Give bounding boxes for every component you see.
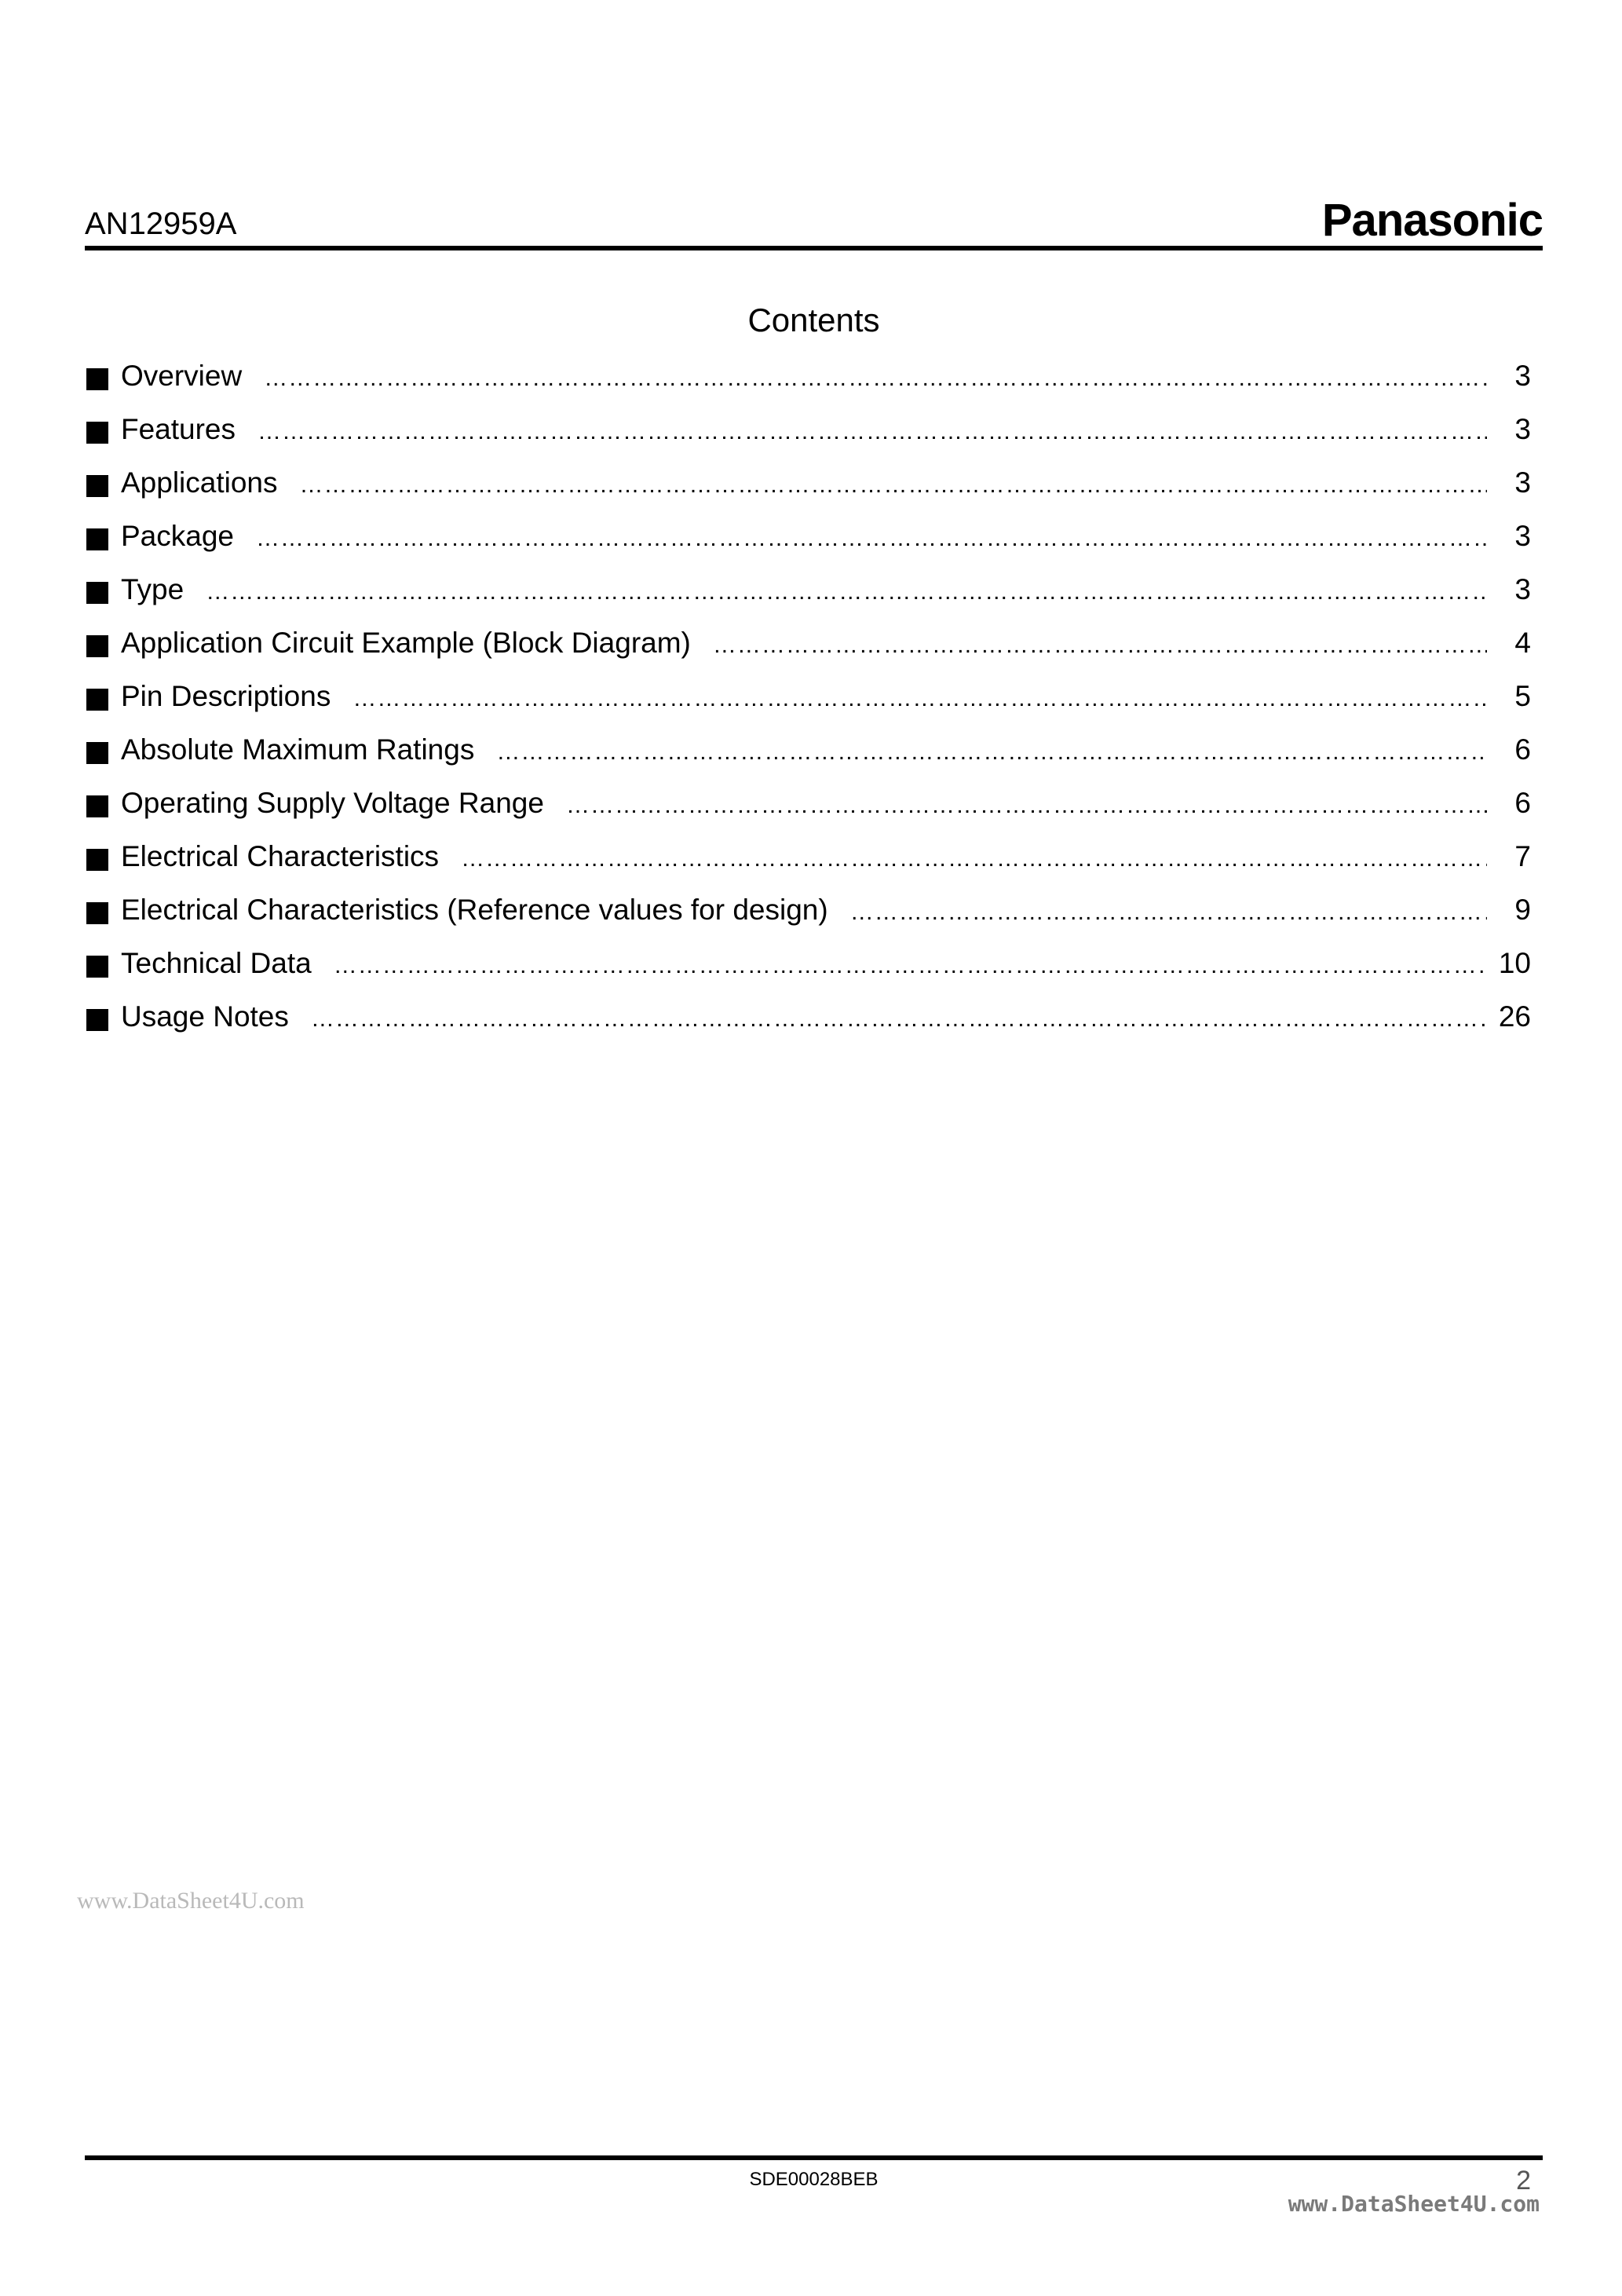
- dot-leader: [566, 787, 1487, 824]
- toc-item-page: 7: [1514, 840, 1531, 872]
- toc-item[interactable]: [86, 411, 1531, 464]
- square-bullet-icon: [86, 956, 108, 978]
- toc-item-page: 26: [1498, 1000, 1531, 1033]
- toc-item-label: Package: [121, 520, 234, 552]
- toc-item-label: Electrical Characteristics: [121, 840, 440, 872]
- dot-leader: [334, 947, 1487, 985]
- toc-item-label: Overview: [121, 360, 243, 392]
- dot-leader: [713, 627, 1487, 664]
- toc-item-page: 3: [1514, 466, 1531, 499]
- toc-item[interactable]: [86, 838, 1531, 891]
- toc-item[interactable]: [86, 464, 1531, 517]
- table-of-contents: [86, 357, 1531, 1051]
- toc-item-page: 3: [1514, 573, 1531, 605]
- dot-leader: [461, 840, 1487, 878]
- toc-item[interactable]: [86, 517, 1531, 571]
- toc-item-page: 3: [1514, 520, 1531, 552]
- toc-item-label: Absolute Maximum Ratings: [121, 733, 475, 766]
- toc-item[interactable]: [86, 624, 1531, 678]
- dot-leader: [206, 573, 1487, 611]
- toc-item-label: Technical Data: [121, 947, 312, 979]
- square-bullet-icon: [86, 582, 108, 604]
- page-number: 2: [1516, 2166, 1531, 2195]
- contents-title: Contents: [747, 302, 880, 338]
- square-bullet-icon: [86, 475, 108, 497]
- header-divider: [85, 246, 1543, 250]
- square-bullet-icon: [86, 849, 108, 871]
- toc-item-page: 10: [1498, 947, 1531, 979]
- toc-item[interactable]: [86, 571, 1531, 624]
- toc-item[interactable]: [86, 678, 1531, 731]
- page-header: [85, 196, 1543, 251]
- toc-item-page: 5: [1514, 680, 1531, 712]
- toc-item-label: Applications: [121, 466, 278, 499]
- toc-item-label: Features: [121, 413, 236, 445]
- toc-item-label: Type: [121, 573, 184, 605]
- watermark-text: www.DataSheet4U.com: [77, 1888, 305, 1914]
- dot-leader: [496, 733, 1487, 771]
- footer-divider: [85, 2155, 1543, 2160]
- toc-item-label: Operating Supply Voltage Range: [121, 787, 544, 819]
- square-bullet-icon: [86, 742, 108, 764]
- toc-item-label: Usage Notes: [121, 1000, 289, 1033]
- toc-item[interactable]: [86, 731, 1531, 784]
- footer-watermark: www.DataSheet4U.com: [1288, 2191, 1540, 2217]
- dot-leader: [311, 1000, 1487, 1038]
- square-bullet-icon: [86, 368, 108, 390]
- square-bullet-icon: [86, 795, 108, 817]
- dot-leader: [256, 520, 1487, 558]
- toc-item[interactable]: [86, 891, 1531, 945]
- square-bullet-icon: [86, 689, 108, 711]
- toc-item[interactable]: [86, 357, 1531, 411]
- dot-leader: [258, 413, 1487, 451]
- toc-item[interactable]: [86, 784, 1531, 838]
- document-code: AN12959A: [85, 207, 237, 241]
- square-bullet-icon: [86, 422, 108, 444]
- toc-item-page: 3: [1514, 413, 1531, 445]
- toc-item[interactable]: [86, 998, 1531, 1051]
- toc-item-page: 3: [1514, 360, 1531, 392]
- toc-item[interactable]: [86, 945, 1531, 998]
- toc-item-page: 9: [1514, 894, 1531, 926]
- toc-item-label: Application Circuit Example (Block Diagram): [121, 627, 691, 659]
- dot-leader: [264, 360, 1487, 397]
- dot-leader: [300, 466, 1487, 504]
- dot-leader: [850, 894, 1487, 931]
- dot-leader: [353, 680, 1487, 718]
- square-bullet-icon: [86, 528, 108, 550]
- footer-document-code: SDE00028BEB: [749, 2169, 879, 2190]
- square-bullet-icon: [86, 635, 108, 657]
- square-bullet-icon: [86, 902, 108, 924]
- toc-item-page: 4: [1514, 627, 1531, 659]
- brand-logo: Panasonic: [1321, 195, 1543, 246]
- toc-item-label: Pin Descriptions: [121, 680, 331, 712]
- toc-item-page: 6: [1514, 787, 1531, 819]
- toc-item-label: Electrical Characteristics (Reference values for design): [121, 894, 828, 926]
- square-bullet-icon: [86, 1009, 108, 1031]
- toc-item-page: 6: [1514, 733, 1531, 766]
